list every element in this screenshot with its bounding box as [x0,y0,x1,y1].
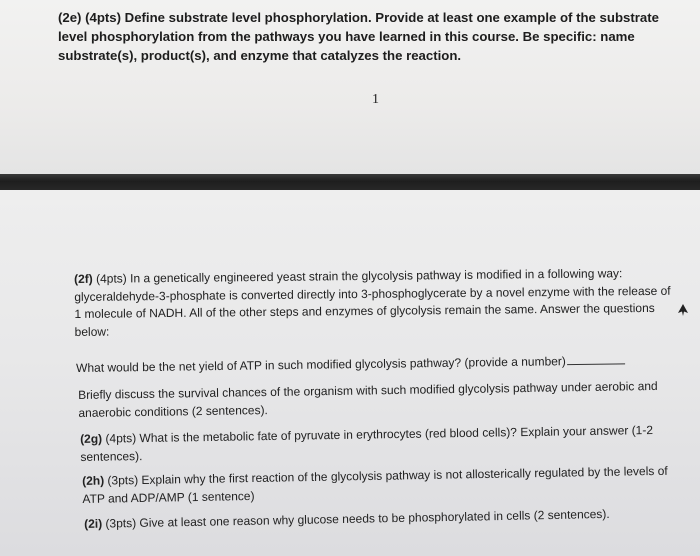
question-2h-label: (2h) [82,473,105,488]
question-2g-label: (2g) [80,431,103,446]
page-number: 1 [372,92,379,107]
question-2i-text: (3pts) Give at least one reason why glucose needs to be phosphorylated in cells (2 sentences). [102,506,610,531]
question-2f-text: (4pts) In a genetically engineered yeast strain the glycolysis pathway is modified in a following way: glyceraldehyde-3-phosphate is converted directly into 3-phosphoglycerate by a novel enzyme with the release of 1 molecule of NADH. All of the other steps and enzymes of glycolysis remain the same. Answer the questions below: [74,266,671,339]
question-2f [74,265,675,341]
question-2h-text: (3pts) Explain why the first reaction of the glycolysis pathway is not allosterically regulated by the levels of ATP and ADP/AMP (1 sentence) [82,463,668,506]
question-2i-label: (2i) [84,516,103,531]
survival-text: Briefly discuss the survival chances of the organism with such modified glycolysis pathway under aerobic and anaerobic conditions (2 sentences). [78,378,658,420]
answer-blank[interactable] [567,352,625,365]
question-2f-label: (2f) [74,271,93,286]
net-yield-text: What would be the net yield of ATP in such modified glycolysis pathway? (provide a number) [76,354,566,375]
question-2e: (2e) (4pts) Define substrate level phosphorylation. Provide at least one example of the substrate level phosphorylation from the pathways you have learned in this course. Be specific: name substrate(s), product(s), and enzyme that catalyzes the reaction. [58,10,659,63]
mouse-pointer-icon [676,303,690,317]
question-2g-text: (4pts) What is the metabolic fate of pyruvate in erythrocytes (red blood cells)? Explain your answer (1-2 sentences). [80,423,654,464]
